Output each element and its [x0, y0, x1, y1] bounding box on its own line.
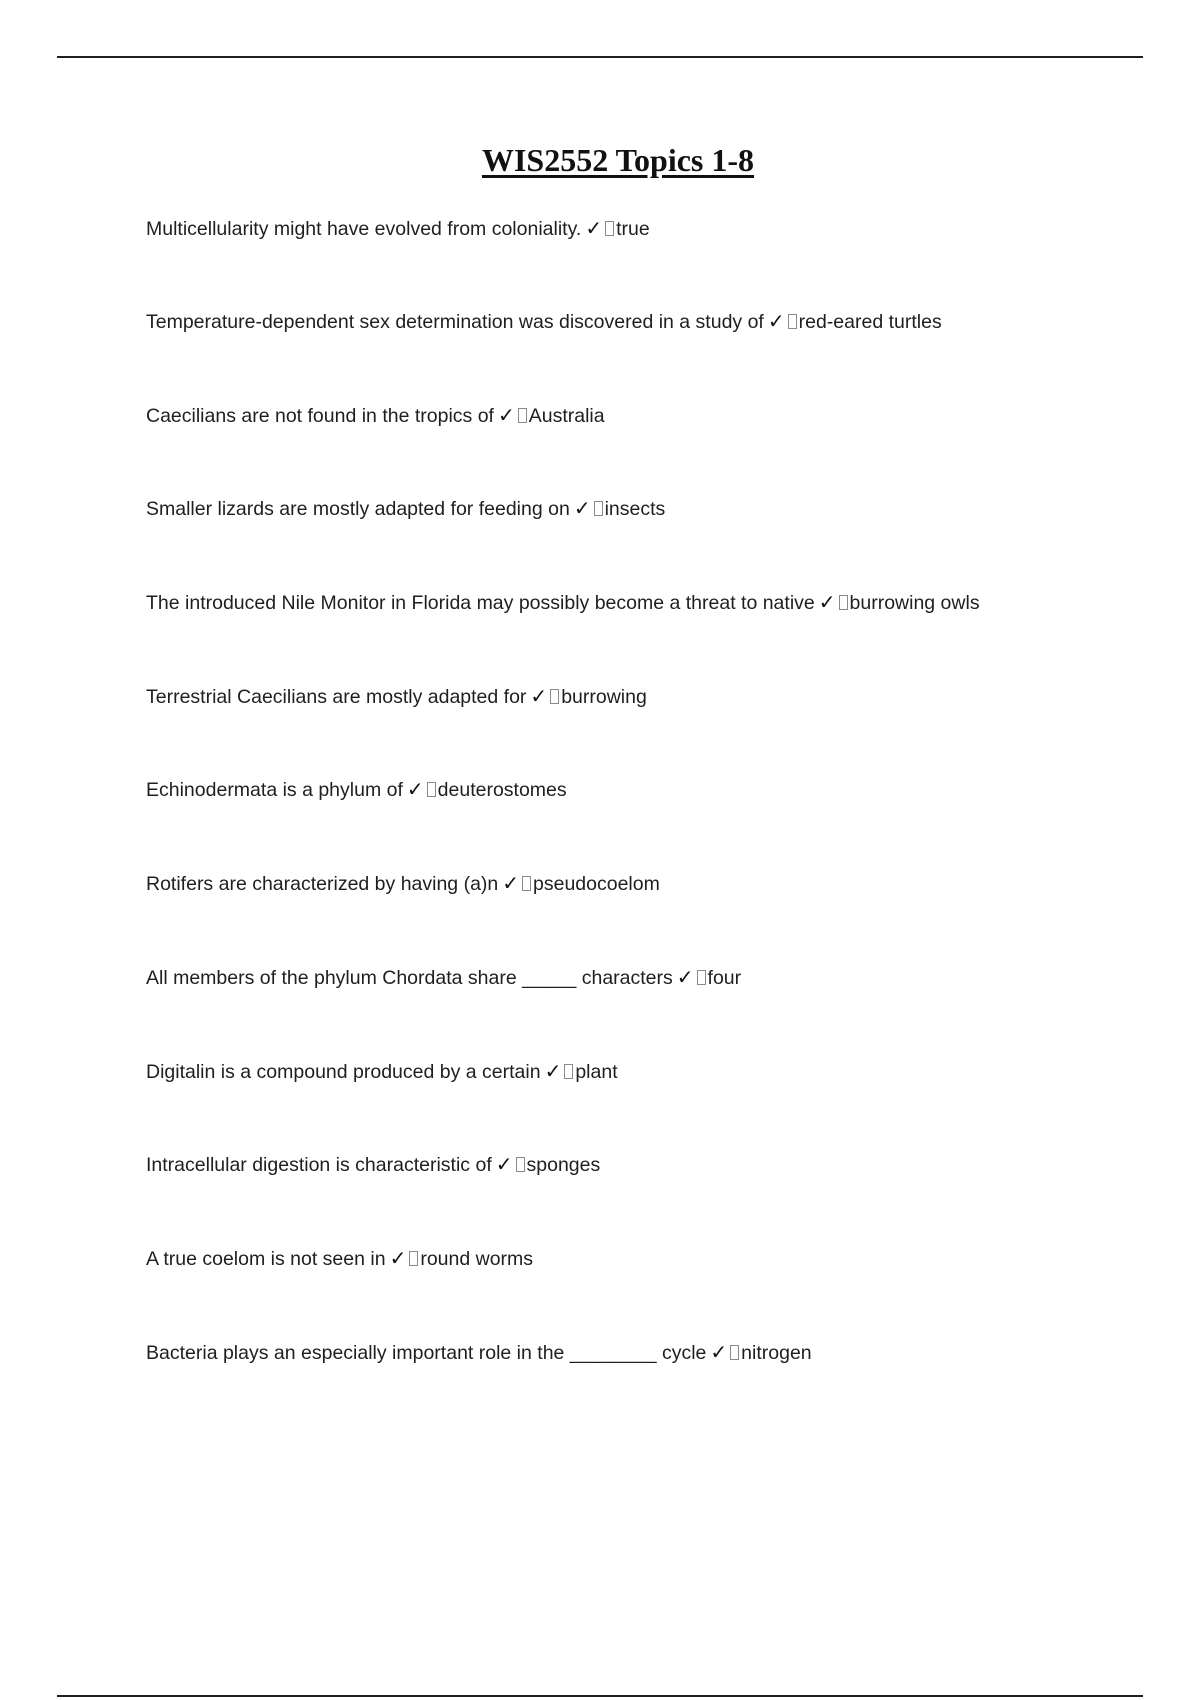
check-mark-icon: ✓: [573, 496, 591, 520]
qa-item: [146, 871, 660, 896]
question-text: A true coelom is not seen in: [146, 1248, 386, 1270]
check-mark-icon: ✓: [530, 684, 548, 708]
placeholder-box-icon: [839, 595, 848, 610]
answer-text: deuterostomes: [437, 779, 567, 801]
qa-item: [146, 309, 942, 334]
question-text: Smaller lizards are mostly adapted for feeding on: [146, 498, 570, 520]
answer-text: pseudocoelom: [533, 873, 660, 895]
question-text: Bacteria plays an especially important role in the ________ cycle: [146, 1342, 707, 1364]
placeholder-box-icon: [730, 1345, 739, 1360]
qa-item: [146, 1340, 812, 1365]
question-text: Temperature-dependent sex determination was discovered in a study of: [146, 311, 764, 333]
qa-item: [146, 1059, 618, 1084]
qa-item: [146, 1246, 533, 1271]
check-mark-icon: ✓: [544, 1059, 562, 1083]
check-mark-icon: ✓: [676, 965, 694, 989]
placeholder-box-icon: [550, 689, 559, 704]
qa-item: [146, 777, 567, 802]
qa-item: [146, 965, 741, 990]
question-text: Terrestrial Caecilians are mostly adapted for: [146, 686, 527, 708]
placeholder-box-icon: [518, 408, 527, 423]
question-text: Digitalin is a compound produced by a certain: [146, 1061, 541, 1083]
document-title: WIS2552 Topics 1-8: [481, 142, 755, 178]
answer-text: burrowing: [561, 686, 647, 708]
question-text: Multicellularity might have evolved from coloniality.: [146, 218, 582, 240]
answer-text: red-eared turtles: [798, 311, 942, 333]
qa-item: [146, 1152, 600, 1177]
placeholder-box-icon: [594, 501, 603, 516]
placeholder-box-icon: [605, 221, 614, 236]
placeholder-box-icon: [516, 1157, 525, 1172]
question-text: Echinodermata is a phylum of: [146, 779, 403, 801]
answer-text: true: [616, 218, 650, 240]
placeholder-box-icon: [564, 1064, 573, 1079]
answer-text: Australia: [528, 405, 605, 427]
answer-text: burrowing owls: [849, 592, 980, 614]
bottom-rule: [57, 1695, 1143, 1697]
answer-text: sponges: [526, 1154, 601, 1176]
check-mark-icon: ✓: [497, 403, 515, 427]
placeholder-box-icon: [409, 1251, 418, 1266]
placeholder-box-icon: [427, 782, 436, 797]
question-text: All members of the phylum Chordata share _____ characters: [146, 967, 673, 989]
check-mark-icon: ✓: [495, 1152, 513, 1176]
top-rule: [57, 56, 1143, 58]
question-text: Intracellular digestion is characteristic of: [146, 1154, 492, 1176]
placeholder-box-icon: [522, 876, 531, 891]
check-mark-icon: ✓: [585, 216, 603, 240]
qa-item: [146, 684, 647, 709]
qa-item: [146, 216, 650, 241]
check-mark-icon: ✓: [502, 871, 520, 895]
answer-text: plant: [575, 1061, 618, 1083]
question-text: Caecilians are not found in the tropics of: [146, 405, 494, 427]
answer-text: round worms: [420, 1248, 534, 1270]
question-text: Rotifers are characterized by having (a)n: [146, 873, 499, 895]
placeholder-box-icon: [697, 970, 706, 985]
check-mark-icon: ✓: [818, 590, 836, 614]
qa-item: [146, 496, 665, 521]
check-mark-icon: ✓: [710, 1340, 728, 1364]
qa-item: [146, 403, 605, 428]
qa-item: [146, 590, 980, 615]
answer-text: nitrogen: [741, 1342, 812, 1364]
check-mark-icon: ✓: [406, 777, 424, 801]
answer-text: four: [707, 967, 742, 989]
check-mark-icon: ✓: [389, 1246, 407, 1270]
placeholder-box-icon: [788, 314, 797, 329]
question-text: The introduced Nile Monitor in Florida may possibly become a threat to native: [146, 592, 815, 614]
answer-text: insects: [604, 498, 666, 520]
check-mark-icon: ✓: [767, 309, 785, 333]
